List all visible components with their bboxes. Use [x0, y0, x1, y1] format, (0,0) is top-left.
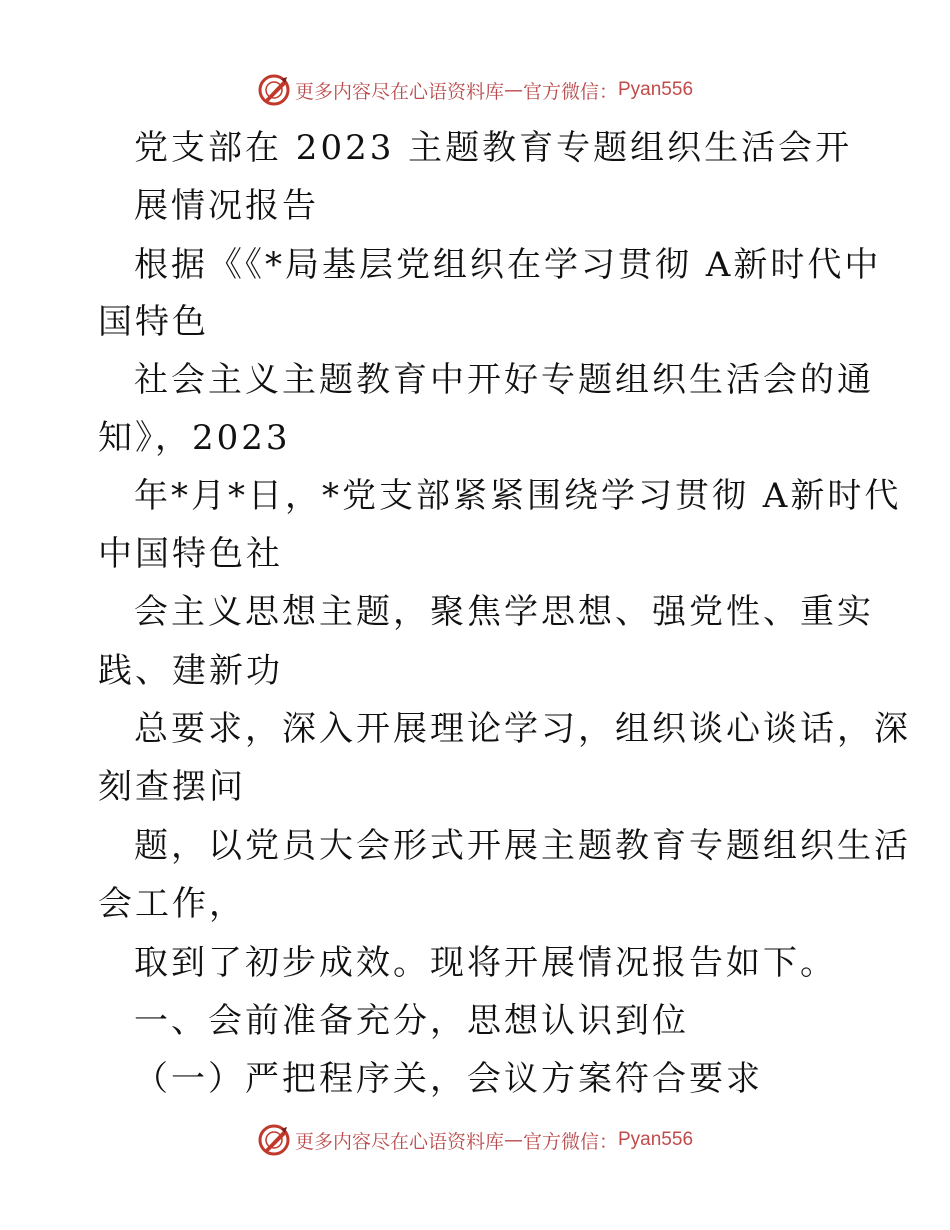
- paragraph-line: 取到了初步成效。现将开展情况报告如下。: [134, 943, 837, 983]
- watermark-bottom: [0, 1120, 950, 1160]
- subsection-heading: （一）严把程序关，会议方案符合要求: [134, 1059, 763, 1099]
- paragraph-line: 践、建新功: [98, 651, 283, 691]
- red-quill-logo-icon: [257, 1123, 291, 1157]
- paragraph-line: 刻查摆问: [98, 767, 246, 807]
- watermark-dash: —: [503, 1129, 523, 1151]
- watermark-id: Pyan556: [618, 79, 694, 100]
- red-quill-logo-icon: [257, 73, 291, 107]
- paragraph-line: 题，以党员大会形式开展主题教育专题组织生活: [134, 826, 911, 866]
- paragraph-line: 知》，2023: [98, 418, 291, 458]
- paragraph-line: 会工作，: [98, 884, 246, 924]
- title-line-2: 展情况报告: [134, 186, 319, 226]
- watermark-id: Pyan556: [618, 1129, 694, 1150]
- watermark-prefix: 更多内容尽在心语资料库: [294, 1130, 504, 1153]
- paragraph-line: 国特色: [98, 302, 209, 342]
- paragraph-line: 会主义思想主题，聚焦学思想、强党性、重实: [134, 592, 874, 632]
- watermark-suffix: 官方微信：: [522, 80, 618, 103]
- section-heading: 一、会前准备充分，思想认识到位: [134, 1001, 689, 1041]
- watermark-prefix: 更多内容尽在心语资料库: [294, 80, 504, 103]
- paragraph-line: 根据《《*局基层党组织在学习贯彻 A新时代中: [134, 245, 882, 285]
- watermark-suffix: 官方微信：: [522, 1130, 618, 1153]
- paragraph-line: 中国特色社: [98, 534, 283, 574]
- title-line-1: 党支部在 2023 主题教育专题组织生活会开: [134, 128, 853, 168]
- watermark-dash: —: [503, 79, 523, 101]
- paragraph-line: 社会主义主题教育中开好专题组织生活会的通: [134, 360, 874, 400]
- paragraph-line: 总要求，深入开展理论学习，组织谈心谈话，深: [134, 709, 911, 749]
- watermark-top: [0, 70, 950, 110]
- paragraph-line: 年*月*日，*党支部紧紧围绕学习贯彻 A新时代: [134, 476, 902, 516]
